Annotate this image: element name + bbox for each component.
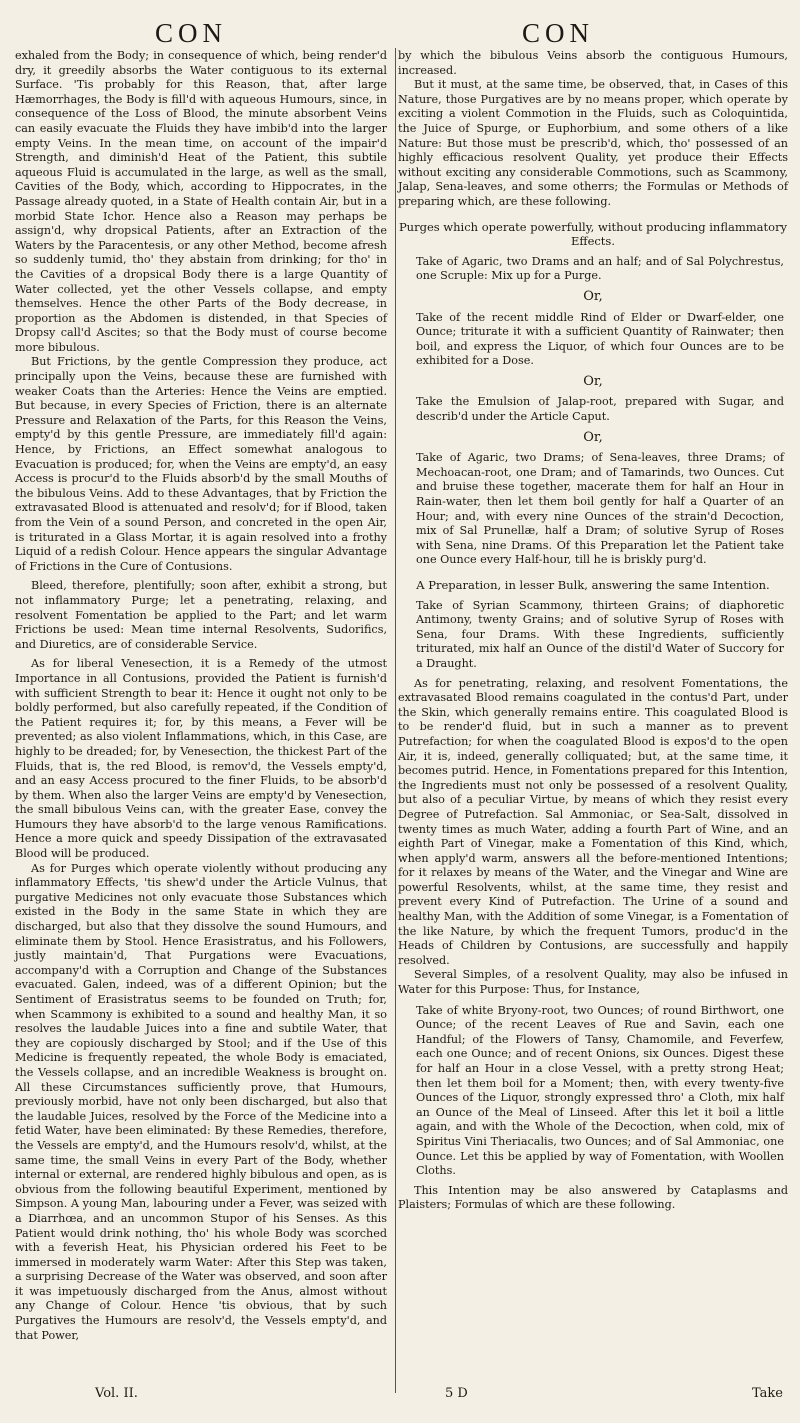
or-separator: Or, bbox=[583, 288, 603, 304]
running-head-right: CON bbox=[522, 18, 595, 48]
section-heading: Purges which operate powerfully, without producing inflammatory Effects. bbox=[398, 219, 788, 249]
or-separator: Or, bbox=[583, 373, 603, 389]
prescription: Take of the recent middle Rind of Elder or Dwarf-elder, one Ounce; triturate it with a sufficient Quantity of Rainwater; then boil, and express the Liquor, of which four Ounces are to be exhibited for a Dose. bbox=[416, 310, 784, 368]
section-heading: A Preparation, in lesser Bulk, answering the same Intention. bbox=[416, 578, 770, 592]
paragraph: This Intention may be also answered by Cataplasms and Plaisters; Formulas of which are these following. bbox=[398, 1183, 788, 1212]
prescription: Take of Agaric, two Drams; of Sena-leaves, three Drams; of Mechoacan-root, one Dram; and of Tamarinds, two Ounces. Cut and bruise these together, macerate them for half an Hour in Rain-water, then let them boil gently for half a Quarter of an Hour; and, with every nine Ounces of the strain'd Decoction, mix of Sal Prunellæ, half a Dram; of solutive Syrup of Roses with Sena, nine Drams. Of this Preparation let the Patient take one Ounce every Half-hour, till he is briskly purg'd. bbox=[416, 451, 784, 567]
paragraph: As for liberal Venesection, it is a Remedy of the utmost Importance in all Contusions, provided the Patient is furnish'd with sufficient Strength to bear it: Hence it ought not only to be boldly performed, but also carefully repeated, if the Condition of the Patient requires it; for, by this means, a Fever will be prevented; as also violent Inflammations, which, in this Case, are highly to be dreaded; for, by Venesection, the thickest Part of the Fluids, that is, the red Blood, is remov'd, the Vessels empty'd, and an easy Access procured to the finer Fluids, to be absorb'd by them. When also the larger Veins are empty'd by Venesection, the small bibulous Veins can, with the greater Ease, convey the Humours they have absorb'd to the large venous Ramifications. Hence a more quick and speedy Dissipation of the extravasated Blood will be produced. bbox=[15, 657, 387, 861]
paragraph: But Frictions, by the gentle Compression they produce, act principally upon the Veins, because these are furnished with weaker Coats than the Arteries: Hence the Veins are emptied. But because, in every Species of Friction, there is an alternate Pressure and Relaxation of the Parts, for this Reason the Veins, empty'd by this gentle Pressure, are immediately fill'd again: Hence, by Frictions, an Effect somewhat analogous to Evacuation is produced; for, when the Veins are empty'd, an easy Access is procur'd to the Fluids absorb'd by the small Mouths of the bibulous Veins. Add to these Advantages, that by Friction the extravasated Blood is attenuated and resolv'd; for if Blood, taken from the Vein of a sound Person, and concreted in the open Air, is triturated in a Glass Mortar, it is again resolved into a frothy Liquid of a redish Colour. Hence appears the singular Advantage of Frictions in the Cure of Contusions. bbox=[15, 355, 387, 573]
prescription: Take of Agaric, two Drams and an half; and of Sal Polychrestus, one Scruple: Mix up for a Purge. bbox=[416, 254, 784, 283]
catchword: Take bbox=[752, 1386, 783, 1401]
prescription: Take of Syrian Scammony, thirteen Grains; of diaphoretic Antimony, twenty Grains; and of solutive Syrup of Roses with Sena, four Drams. With these Ingredients, sufficiently triturated, mix half an Ounce of the distil'd Water of Succory for a Draught. bbox=[416, 598, 784, 670]
volume-number: Vol. II. bbox=[95, 1386, 138, 1401]
or-separator: Or, bbox=[583, 429, 603, 445]
paragraph: Several Simples, of a resolvent Quality, may also be infused in Water for this Purpose: Thus, for Instance, bbox=[398, 968, 788, 997]
paragraph: As for penetrating, relaxing, and resolvent Fomentations, the extravasated Blood remains coagulated in the contus'd Part, under the Skin, which generally remains entire. This coagulated Blood is to be render'd fluid, but in such a manner as to prevent Putrefaction; for when the coagulated Blood is expos'd to the open Air, it is, indeed, generally colliquated; but, at the same time, it becomes putrid. Hence, in Fomentations prepared for this Intention, the Ingredients must not only be possessed of a resolvent Quality, but also of a peculiar Virtue, by means of which they resist every Degree of Putrefaction. Sal Ammoniac, or Sea-Salt, dissolved in twenty times as much Water, adding a fourth Part of Wine, and an eighth Part of Vinegar, make a Fomentation of this Kind, which, when apply'd warm, answers all the before-mentioned Intentions; for it relaxes by means of the Water, and the Vinegar and Wine are powerful Resolvents, whilst, at the same time, they resist and prevent every Kind of Putrefaction. The Urine of a sound and healthy Man, with the Addition of some Vinegar, is a Fomentation of the like Nature, by which the frequent Tumors, produc'd in the Heads of Children by Contusions, are successfully and happily resolved. bbox=[398, 676, 788, 967]
left-column bbox=[15, 49, 387, 1343]
paragraph: by which the bibulous Veins absorb the contiguous Humours, increased. bbox=[398, 49, 788, 77]
paragraph: Bleed, therefore, plentifully; soon after, exhibit a strong, but not inflammatory Purge; let a penetrating, relaxing, and resolvent Fomentation be applied to the Part; and let warm Frictions be used: Mean time internal Resolvents, Sudorifics, and Diuretics, are of considerable Service. bbox=[15, 579, 387, 651]
signature-mark: 5 D bbox=[445, 1386, 468, 1401]
running-head-left: CON bbox=[155, 18, 228, 48]
right-column bbox=[398, 49, 788, 1213]
prescription: Take the Emulsion of Jalap-root, prepared with Sugar, and describ'd under the Article Caput. bbox=[416, 395, 784, 424]
paragraph: exhaled from the Body; in consequence of which, being render'd dry, it greedily absorbs the Water contiguous to its external Surface. 'Tis probably for this Reason, that, after large Hæmorrhages, the Body is fill'd with aqueous Humours, since, in consequence of the Loss of Blood, the minute absorbent Veins can easily evacuate the Fluids they have imbib'd into the larger empty Veins. In the mean time, on account of the impair'd Strength, and diminish'd Heat of the Patient, this subtile aqueous Fluid is accumulated in the large, as well as the small, Cavities of the Body, which, according to Hippocrates, in the Passage already quoted, in a State of Health contain Air, but in a morbid State Ichor. Hence also a Reason may perhaps be assign'd, why dropsical Patients, after an Extraction of the Waters by the Paracentesis, or any other Method, become afresh so suddenly tumid, tho' they abstain from drinking; for tho' in the Cavities of a dropsical Body there is a large Quantity of Water collected, yet the other Vessels collapse, and empty themselves. Hence the other Parts of the Body decrease, in proportion as the Abdomen is distended, in that Species of Dropsy call'd Ascites; so that the Body must of course become more bibulous. bbox=[15, 49, 387, 354]
column-rule bbox=[395, 48, 396, 1393]
prescription: Take of white Bryony-root, two Ounces; of round Birthwort, one Ounce; of the recent Leaves of Rue and Savin, each one Handful; of the Flowers of Tansy, Chamomile, and Feverfew, each one Ounce; and of recent Onions, six Ounces. Digest these for half an Hour in a close Vessel, with a pretty strong Heat; then let them boil for a Moment; then, with every twenty-five Ounces of the Liquor, strongly expressed thro' a Cloth, mix half an Ounce of the Meal of Linseed. After this let it boil a little again, and with the Whole of the Decoction, when cold, mix of Spiritus Vini Theriacalis, two Ounces; and of Sal Ammoniac, one Ounce. Let this be applied by way of Fomentation, with Woollen Cloths. bbox=[416, 1003, 784, 1178]
paragraph: As for Purges which operate violently without producing any inflammatory Effects, 'tis shew'd under the Article Vulnus, that purgative Medicines not only evacuate those Substances which existed in the Body in the same State in which they are discharged, but also that they dissolve the sound Humours, and eliminate them by Stool. Hence Erasistratus, and his Followers, justly maintain'd, That Purgations were Evacuations, accompany'd with a Corruption and Change of the Substances evacuated. Galen, indeed, was of a different Opinion; but the Sentiment of Erasistratus seems to be founded on Truth; for, when Scammony is exhibited to a sound and healthy Man, it so resolves the laudable Juices into a fine and subtile Water, that they are copiously discharged by Stool; and if the Use of this Medicine is frequently repeated, the whole Body is emaciated, the Vessels collapse, and an incredible Weakness is brought on. All these Circumstances sufficiently prove, that Humours, previously morbid, have not only been discharged, but also that the laudable Juices, resolved by the Force of the Medicine into a fetid Water, have been eliminated: By these Remedies, therefore, the Vessels are empty'd, and the Humours resolv'd, whilst, at the same time, the small Veins in every Part of the Body, whether internal or external, are rendered highly bibulous and open, as is obvious from the following beautiful Experiment, mentioned by Simpson. A young Man, labouring under a Fever, was seized with a Diarrhœa, and an uncommon Stupor of his Senses. As this Patient would drink nothing, tho' his whole Body was scorched with a feverish Heat, his Physician ordered his Feet to be immersed in moderately warm Water: After this Step was taken, a surprising Decrease of the Water was observed, and soon after it was impetuously discharged from the Anus, almost without any Change of Colour. Hence 'tis obvious, that by such Purgatives the Humours are resolv'd, the Vessels empty'd, and that Power, bbox=[15, 861, 387, 1342]
paragraph: But it must, at the same time, be observed, that, in Cases of this Nature, those Purgatives are by no means proper, which operate by exciting a violent Commotion in the Fluids, such as Coloquintida, the Juice of Spurge, or Euphorbium, and some others of a like Nature: But those must be prescrib'd, which, tho' possessed of an highly efficacious resolvent Quality, yet produce their Effects without exciting any considerable Commotions, such as Scammony, Jalap, Sena-leaves, and some otherrs; the Formulas or Methods of preparing which, are these following. bbox=[398, 78, 788, 208]
